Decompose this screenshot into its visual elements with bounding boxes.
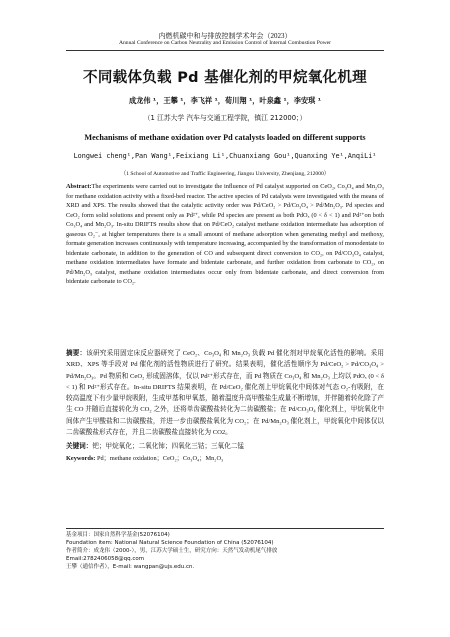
header-divider [66,50,384,51]
running-header-en: Annual Conference on Carbon Neutrality and Emission Control of Internal Combustion Power [118,40,332,46]
footnote-author-bio: 作者简介：成龙伟（2000-），男，江苏大学硕士生，研究方向：天然气发动机尾气排放 [66,548,278,554]
footnote-email: Email:2782406058@qq.com [66,556,145,562]
authors-cn: 成龙伟 ¹，王攀 ¹，李飞祥 ¹，荀川翔 ¹，叶泉鑫 ¹，李安琪 ¹ [128,96,322,105]
abstract-cn-text: 该研究采用固定床反应器研究了 CeO₂、Co₃O₄ 和 Mn₂O₃ 负载 Pd 催化剂对甲烷氧化活性的影响。采用 XRD、XPS 等手段对 Pd 催化剂的活性物质进行了研究。结果表明，催化活性顺序为 Pd/CeO₂ > Pd/CO₃O₄ > Pd/Mn₂O₃。Pd 物质和 CeO₂ 形成固溶体，仅以 Pd²⁺形式存在，而 Pd 物质在 Co₃O₄ 和 Mn₂O₃ 上均以 PdOₓ (0 < δ < 1) 和 Pd²⁺形式存在。In-situ DRIFTS 结果表明，在 Pd/CeO₂ 催化剂上甲烷氧化中间体对气态 O₂-有吸附，在较高温度下有少量甲烷吸附，生成甲基和甲氧基，随着温度升高甲酸盐生成量不断增加，并伴随着转化除了产生 CO 并随后直接转化为 CO₂ 之外，还将单齿碳酸盐转化为二齿碳酸盐；在 Pd/CO₃O₄ 催化剂上，甲烷氧化中间体产生甲酸盐和二齿碳酸盐，并进一步由碳酸盐氧化为 CO₂；在 Pd/Mn₂O₃ 催化剂上，甲烷氧化中间体仅以二齿碳酸盐形式存在，并且二齿碳酸盐直接转化为 CO2。 [66,350,385,437]
keywords-en [66,453,384,462]
footnote-funding-cn: 基金项目：国家自然科学基金(52076104) [66,532,170,538]
running-header-cn: 内燃机碳中和与排放控制学术年会（2023） [158,32,292,40]
affiliation-en: （1 School of Automotive and Traffic Engineering, Jiangsu University, Zhenjiang, 212000） [120,171,330,177]
title-cn: 不同载体负载 Pd 基催化剂的甲烷氧化机理 [83,70,367,86]
abstract-en [66,182,384,287]
keywords-en-text: Pd；methane oxidation；CeO₂；Co₃O₄；Mn₂O₃ [96,455,224,462]
keywords-en-label: Keywords: [66,455,96,462]
title-en: Mechanisms of methane oxidation over Pd catalysts loaded on different supports [84,133,366,142]
authors-en: Longwei cheng¹,Pan Wang¹,Feixiang Li¹,Chuanxiang Gou¹,Quanxing Ye¹,AnqiLi¹ [73,152,377,160]
keywords-cn-label: 关键词： [66,443,93,450]
keywords-cn [66,440,384,450]
abstract-en-label: Abstract: [66,183,92,190]
affiliation-cn: （1 江苏大学 汽车与交通工程学院，镇江 212000；） [143,114,307,122]
abstract-cn [66,348,384,438]
footnote-divider [66,528,384,529]
abstract-en-text: The experiments were carried out to investigate the influence of Pd catalyst supported on CeO₂, Co₃O₄ and Mn₂O₃ for methane oxidation activity with a fixed-bed reactor. The active species of Pd catalysts were investigated with the means of XRD and XPS. The results showed that the catalytic activity order was Pd/CeO₂ > Pd/Co₃O₄ > Pd/Mn₂O₃. Pd species and CeO₂ form solid solutions and present only as Pd²⁺, while Pd species are present as both PdOₓ (0 < δ < 1) and Pd²⁺on both Co₃O₄ and Mn₂O₃. In-situ DRIFTS results show that on Pd/CeO₂ catalyst methane oxidation intermediate has adsorption of gaseous O₂⁻, at higher temperatures there is a small amount of methane adsorption when generating methyl and methoxy, formate generation increases continuously with temperature increasing, accompanied by the transformation of monodentate to bidentate carbonate, in addition to the generation of CO and subsequent direct conversion to CO₂, on Pd/CO₃O₄ catalyst, methane oxidation intermediates have formate and bidentate carbonate, and further oxidation from carbonate to CO₂, on Pd/Mn₂O₃ catalyst, methane oxidation intermediates occur only from bidentate carbonate, and direct conversion from bidentate carbonate to CO₂. [66,183,384,286]
footnote-funding-en: Foundation item: National Natural Science Foundation of China (52076104) [66,540,274,546]
footnote-corresponding: 王攀（通信作者），E-mail: wangpan@ujs.edu.cn. [66,564,195,570]
abstract-cn-label: 摘要： [66,350,87,357]
keywords-cn-text: 钯；甲烷氧化；二氧化铈；四氧化三钴；三氧化二锰 [92,443,245,450]
